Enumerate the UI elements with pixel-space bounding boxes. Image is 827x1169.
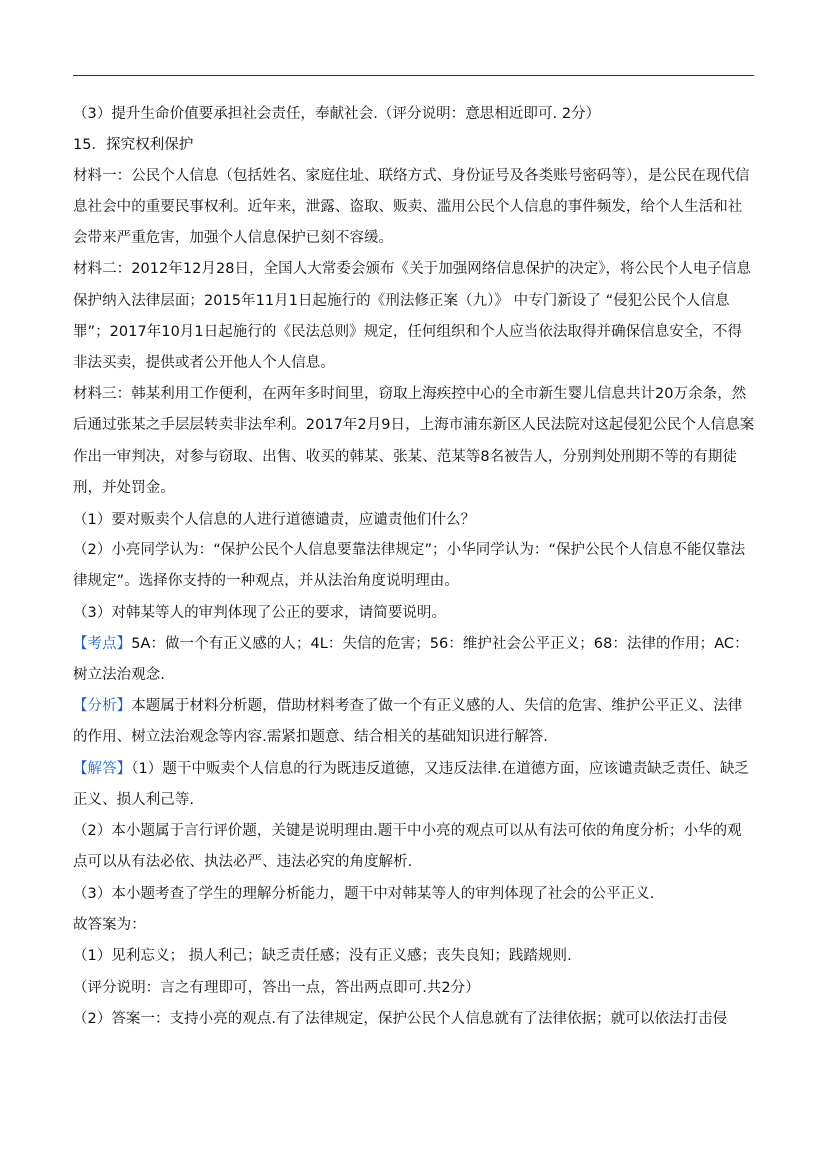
analysis-text: 本题属于材料分析题，借助材料考查了做一个有正义感的人、失信的危害、维护公平正义、法律的作用、树立法治观念等内容.需紧扣题意、结合相关的基础知识进行解答.	[73, 698, 743, 746]
sub-question-3: （3）对韩某等人的审判体现了公正的要求，请简要说明。	[73, 605, 447, 622]
solution-part-1	[73, 754, 756, 816]
header-rule	[73, 75, 754, 76]
answer-2-start: （2）答案一：支持小亮的观点.有了法律规定，保护公民个人信息就有了法律依据；就可以依法打击侵	[73, 1010, 728, 1027]
material-1: 材料一：公民个人信息（包括姓名、家庭住址、联络方式、身份证号及各类账号密码等），是公民在现代信息社会中的重要民事权利。近年来，泄露、盗取、贩卖、滥用公民个人信息的事件频发，给个人生活和社会带来严重危害，加强个人信息保护已刻不容缓。	[73, 167, 750, 247]
knowledge-points-text: 5A：做一个有正义感的人；4L：失信的危害；56：维护社会公平正义；68：法律的作用；AC：树立法治观念.	[73, 635, 749, 683]
material-3: 材料三：韩某利用工作便利，在两年多时间里，窃取上海疾控中心的全市新生婴儿信息共计20万余条，然后通过张某之手层层转卖非法牟利。2017年2月9日，上海市浦东新区人民法院对这起侵犯公民个人信息案作出一审判决，对参与窃取、出售、收买的韩某、张某、范某等8名被告人，分别判处刑期不等的有期徒刑，并处罚金。	[73, 386, 755, 496]
question-15-title: 15．探究权利保护	[73, 137, 194, 154]
sub-question-2: （2）小亮同学认为：“保护公民个人信息要靠法律规定”；小华同学认为：“保护公民个人信息不能仅靠法律规定”。选择你支持的一种观点，并从法治角度说明理由。	[73, 542, 746, 590]
scoring-note: （评分说明：言之有理即可，答出一点，答出两点即可.共2分）	[73, 979, 480, 996]
analysis	[73, 691, 756, 753]
sub-question-1: （1）要对贩卖个人信息的人进行道德谴责，应谴责他们什么？	[73, 511, 476, 528]
knowledge-points	[73, 629, 756, 691]
answer-heading: 故答案为：	[73, 917, 146, 934]
answer-1: （1）见利忘义； 损人利己；缺乏责任感；没有正义感；丧失良知；践踏规则.	[73, 948, 572, 965]
solution-part-3: （3）本小题考查了学生的理解分析能力，题干中对韩某等人的审判体现了社会的公平正义.	[73, 886, 655, 903]
document-body	[73, 104, 756, 1040]
solution-part-2: （2）本小题属于言行评价题，关键是说明理由.题干中小亮的观点可以从有法可依的角度分析；小华的观点可以从有法必依、执法必严、违法必究的角度解析.	[73, 823, 742, 871]
solution-text: （1）题干中贩卖个人信息的行为既违反道德，又违反法律.在道德方面，应该谴责缺乏责任、缺乏正义、损人利己等.	[73, 760, 749, 808]
solution-tag: 【解答】	[73, 760, 132, 777]
knowledge-points-tag: 【考点】	[73, 635, 132, 652]
analysis-tag: 【分析】	[73, 698, 132, 715]
material-2: 材料二：2012年12月28日，全国人大常委会颁布《关于加强网络信息保护的决定》，将公民个人电子信息保护纳入法律层面；2015年11月1日起施行的《刑法修正案（九）》 中专门新设了 “侵犯公民个人信息罪”；2017年10月1日起施行的《民法总则》规定，任何组织和个人应当依法取得并确保信息安全，不得非法买卖，提供或者公开他人个人信息。	[73, 261, 752, 371]
answer-part-3-prev: （3）提升生命价值要承担社会责任，奉献社会.（评分说明：意思相近即可. 2分）	[73, 106, 601, 122]
